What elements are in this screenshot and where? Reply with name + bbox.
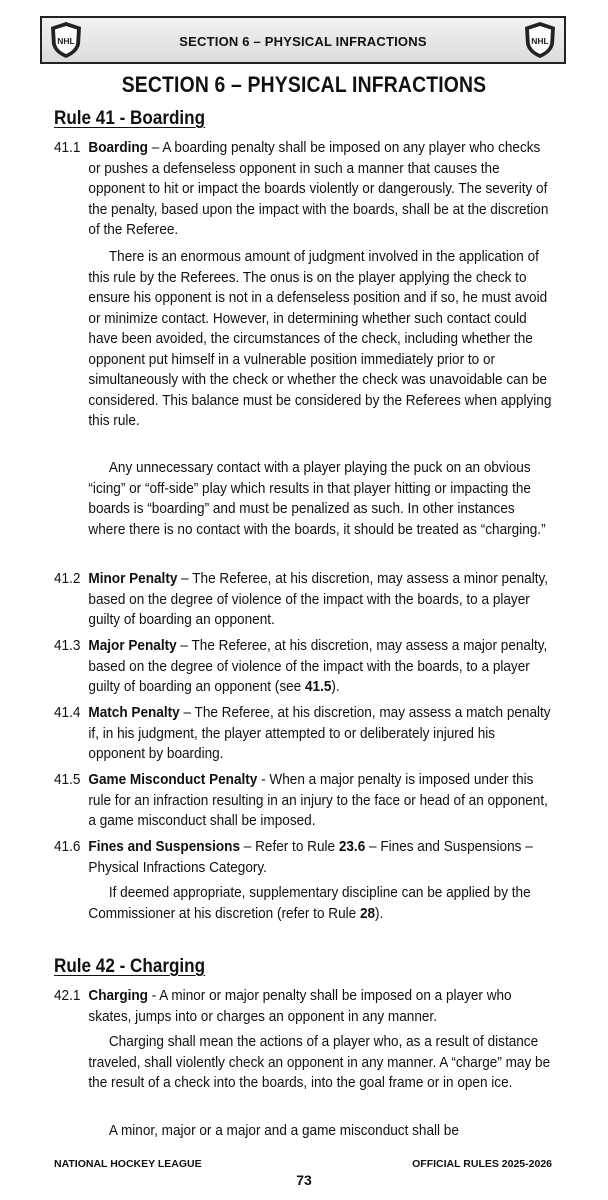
paragraph-42-1-penalty bbox=[54, 1121, 519, 1142]
page-number: 73 bbox=[296, 1172, 312, 1188]
footer-edition: OFFICIAL RULES 2025-2026 bbox=[412, 1158, 552, 1170]
paragraph-41-5 bbox=[54, 770, 548, 832]
paragraph-41-6 bbox=[54, 837, 533, 878]
paragraph-text: Any unnecessary contact with a player playing the puck on an obvious “icing” or “off-side” play which results in that player hitting or impacting the boards is “boarding” and must be penalized as such. In other instances where there is no contact with the boards, it should be treated as “charging.” bbox=[88, 460, 546, 538]
paragraph-41-2 bbox=[54, 569, 549, 631]
paragraph-number: 42.1 bbox=[54, 988, 81, 1004]
page-header bbox=[40, 16, 566, 64]
paragraph-text-tail: ). bbox=[331, 679, 340, 695]
paragraph-text: There is an enormous amount of judgment involved in the application of this rule by the Referees. The onus is on the player applying the check to ensure his opponent is not in a defenseless position and if so, he must avoid or minimize contact. However, in determining whether such contact could have been avoided, the circumstances of the check, including whether the opponent put himself in a vulnerable position immediately prior to or simultaneously with the check or whether the check was unavoidable can be considered. This balance must be considered by the Referees when applying this rule. bbox=[88, 249, 552, 429]
term: Minor Penalty bbox=[88, 571, 178, 587]
paragraph-number: 41.3 bbox=[54, 638, 81, 654]
paragraph-number: 41.1 bbox=[54, 140, 81, 156]
paragraph-number: 41.5 bbox=[54, 772, 81, 788]
paragraph-text: - A minor or major penalty shall be imposed on a player who skates, jumps into or charges an opponent in any manner. bbox=[88, 988, 512, 1025]
paragraph-text: – A boarding penalty shall be imposed on any player who checks or pushes a defenseless opponent in such a manner that causes the opponent to hit or impact the boards violently or dangerously. The severity of the penalty, based upon the impact with the boards, shall be at the discretion of the Referee. bbox=[88, 140, 549, 238]
paragraph-number: 41.2 bbox=[54, 571, 81, 587]
paragraph-text: Charging shall mean the actions of a player who, as a result of distance traveled, shall violently check an opponent in any manner. A “charge” may be the result of a check into the boards, into the goal frame or in open ice. bbox=[88, 1034, 551, 1091]
paragraph-42-1 bbox=[54, 986, 519, 1027]
paragraph-41-1 bbox=[54, 138, 549, 241]
rule-reference: 28 bbox=[359, 905, 376, 922]
paragraph-text: - When a major penalty is imposed under this rule for an infraction resulting in an injury to the face or head of an opponent, a game misconduct shall be imposed. bbox=[88, 772, 548, 829]
term: Game Misconduct Penalty bbox=[88, 772, 258, 788]
term: Fines and Suspensions bbox=[88, 839, 240, 855]
paragraph-number: 41.6 bbox=[54, 839, 81, 855]
paragraph-42-1-definition bbox=[54, 1032, 551, 1094]
rule-reference: 23.6 bbox=[338, 839, 366, 855]
rule-41-heading: Rule 41 - Boarding bbox=[54, 108, 206, 129]
paragraph-text-tail: – Fines and Suspensions – Physical Infractions Category. bbox=[88, 839, 533, 876]
term: Boarding bbox=[88, 140, 148, 156]
paragraph-41-3 bbox=[54, 636, 548, 698]
paragraph-41-6-supplementary bbox=[54, 883, 531, 924]
term: Charging bbox=[88, 988, 148, 1004]
page-title: SECTION 6 – PHYSICAL INFRACTIONS bbox=[121, 72, 487, 97]
paragraph-text: – The Referee, at his discretion, may assess a match penalty if, in his judgment, the player attempted to or deliberately injured his opponent by boarding. bbox=[88, 705, 551, 762]
term: Major Penalty bbox=[88, 638, 177, 654]
paragraph-text: – The Referee, at his discretion, may assess a minor penalty, based on the degree of violence of the impact with the boards, to a player guilty of boarding an opponent. bbox=[88, 571, 549, 628]
nhl-logo-text: NHL bbox=[57, 36, 75, 46]
paragraph-text-tail: ). bbox=[375, 905, 384, 922]
paragraph-41-1-judgment bbox=[54, 247, 552, 432]
rule-reference: 41.5 bbox=[304, 679, 332, 695]
nhl-logo-text: NHL bbox=[531, 36, 549, 46]
paragraph-number: 41.4 bbox=[54, 705, 81, 721]
term: Match Penalty bbox=[88, 705, 180, 721]
footer-league: NATIONAL HOCKEY LEAGUE bbox=[54, 1158, 202, 1170]
rule-42-heading: Rule 42 - Charging bbox=[54, 956, 206, 977]
paragraph-text: – The Referee, at his discretion, may assess a major penalty, based on the degree of violence of the impact with the boards, to a player guilty of boarding an opponent (see bbox=[88, 638, 548, 695]
paragraph-text: If deemed appropriate, supplementary discipline can be applied by the Commissioner at his discretion (refer to Rule bbox=[88, 885, 531, 922]
nhl-shield-icon bbox=[520, 20, 560, 60]
paragraph-41-4 bbox=[54, 703, 551, 765]
header-title: SECTION 6 – PHYSICAL INFRACTIONS bbox=[179, 34, 427, 49]
paragraph-text: – Refer to Rule bbox=[240, 839, 339, 855]
paragraph-text: A minor, major or a major and a game misconduct shall be bbox=[108, 1123, 459, 1139]
paragraph-41-1-icing bbox=[54, 458, 546, 540]
